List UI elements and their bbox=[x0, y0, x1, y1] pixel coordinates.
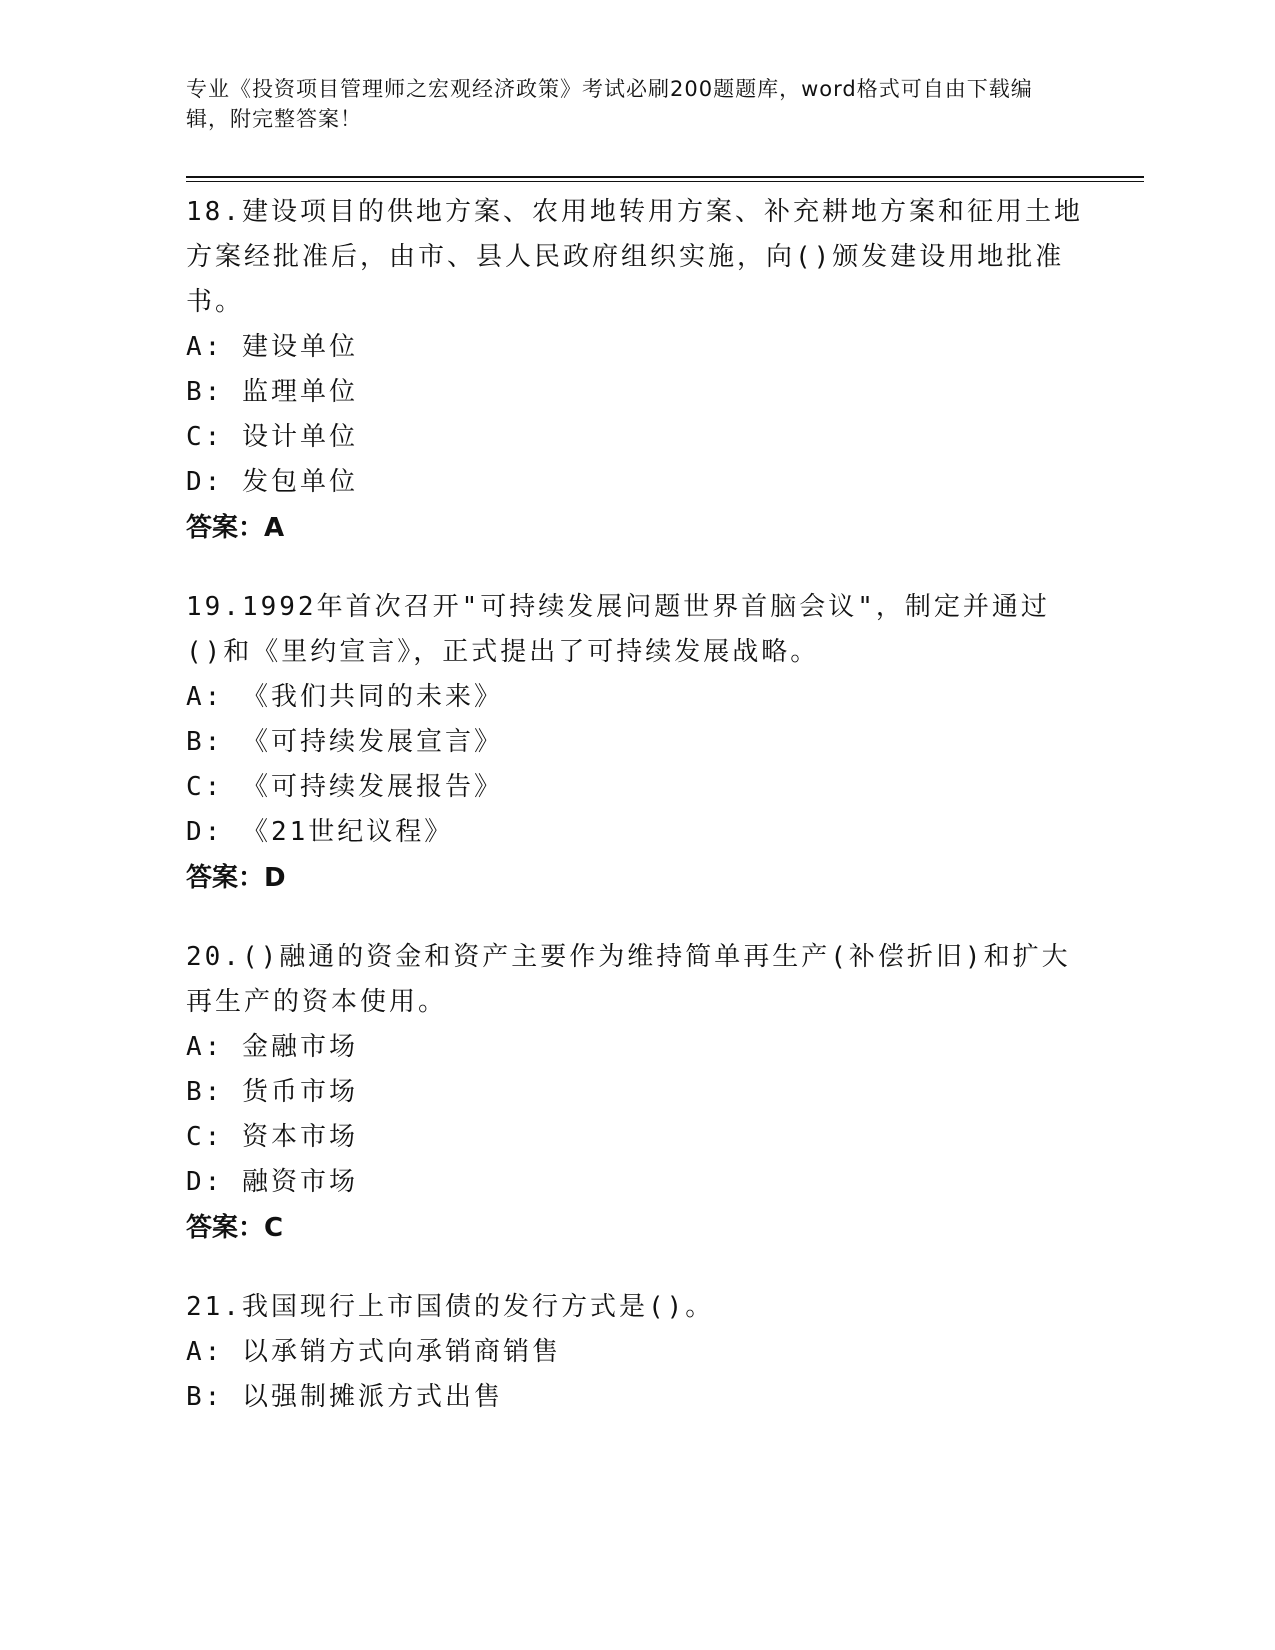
option-a: A: 《我们共同的未来》 bbox=[186, 682, 503, 712]
question-stem: 19.1992年首次召开"可持续发展问题世界首脑会议"，制定并通过()和《里约宣言》，正式提出了可持续发展战略。 bbox=[186, 592, 1050, 667]
option-b: B: 货币市场 bbox=[186, 1077, 358, 1107]
question-20 bbox=[186, 935, 1086, 1251]
option-a: A: 建设单位 bbox=[186, 332, 358, 362]
question-list bbox=[186, 190, 1086, 1454]
question-21 bbox=[186, 1285, 1086, 1420]
question-18 bbox=[186, 190, 1086, 551]
option-c: C: 《可持续发展报告》 bbox=[186, 772, 503, 802]
question-stem: 18.建设项目的供地方案、农用地转用方案、补充耕地方案和征用土地方案经批准后，由市、县人民政府组织实施，向()颁发建设用地批准书。 bbox=[186, 197, 1083, 317]
option-b: B: 监理单位 bbox=[186, 377, 358, 407]
answer-label: 答案：A bbox=[186, 513, 285, 543]
header-rule-thin bbox=[186, 181, 1144, 182]
header-rule-thick bbox=[186, 176, 1144, 178]
option-b: B: 以强制摊派方式出售 bbox=[186, 1382, 503, 1412]
question-19 bbox=[186, 585, 1086, 901]
option-d: D: 融资市场 bbox=[186, 1167, 358, 1197]
document-header: 专业《投资项目管理师之宏观经济政策》考试必刷200题题库，word格式可自由下载编辑，附完整答案！ bbox=[186, 77, 1033, 131]
option-a: A: 以承销方式向承销商销售 bbox=[186, 1337, 561, 1367]
option-c: C: 设计单位 bbox=[186, 422, 358, 452]
answer-label: 答案：C bbox=[186, 1213, 284, 1243]
option-a: A: 金融市场 bbox=[186, 1032, 358, 1062]
option-d: D: 《21世纪议程》 bbox=[186, 817, 454, 847]
option-d: D: 发包单位 bbox=[186, 467, 358, 497]
question-stem: 21.我国现行上市国债的发行方式是()。 bbox=[186, 1292, 715, 1322]
question-stem: 20.()融通的资金和资产主要作为维持简单再生产(补偿折旧)和扩大再生产的资本使用。 bbox=[186, 942, 1071, 1017]
option-b: B: 《可持续发展宣言》 bbox=[186, 727, 503, 757]
answer-label: 答案：D bbox=[186, 863, 286, 893]
option-c: C: 资本市场 bbox=[186, 1122, 358, 1152]
